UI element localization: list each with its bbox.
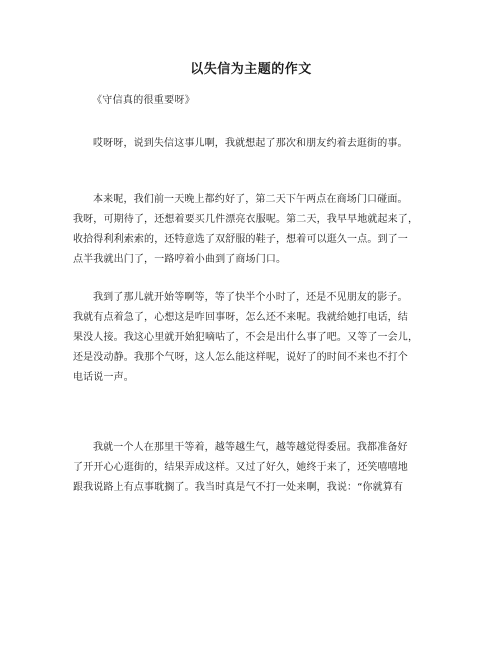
paragraph-1 [73,134,439,154]
text-line: 跟我说路上有点事耽搁了。我当时真是气不打一处来啊，我说：“你就算有 [73,482,404,493]
text-line: 收拾得利利索索的，还特意选了双舒服的鞋子，想着可以逛久一点。到了一 [73,234,408,245]
text-line: 点半我就出门了，一路哼着小曲到了商场门口。 [73,254,287,265]
paragraph-2 [73,190,439,270]
text-line: 电话说一声。 [73,372,134,383]
document-title: 以失信为主题的作文 [190,62,312,77]
text-line: 我呀，可期待了，还想着要买几件漂亮衣服呢。第二天，我早早地就起来了， [73,214,419,225]
text-line: 本来呢，我们前一天晚上都约好了，第二天下午两点在商场门口碰面。 [93,194,408,205]
document-subtitle: 《守信真的很重要呀》 [92,95,195,106]
text-line: 了开开心心逛街的，结果弄成这样。又过了好久，她终于来了，还笑嘻嘻地 [73,462,408,473]
text-line: 我到了那儿就开始等啊等，等了快半个小时了，还是不见朋友的影子。 [93,292,408,303]
text-line: 还是没动静。我那个气呀，这人怎么能这样呢，说好了的时间不来也不打个 [73,352,408,363]
text-line: 果没人接。我这心里就开始犯嘀咕了，不会是出什么事了吧。又等了一会儿， [73,332,419,343]
paragraph-3 [73,288,439,388]
text-line: 我就一个人在那里干等着，越等越生气，越等越觉得委屈。我都准备好 [93,442,408,453]
text-line: 我就有点着急了，心想这是咋回事呀，怎么还不来呢。我就给她打电话，结 [73,312,408,323]
text-line: 哎呀呀，说到失信这事儿啊，我就想起了那次和朋友约着去逛街的事。 [93,138,408,149]
paragraph-4 [73,438,439,498]
